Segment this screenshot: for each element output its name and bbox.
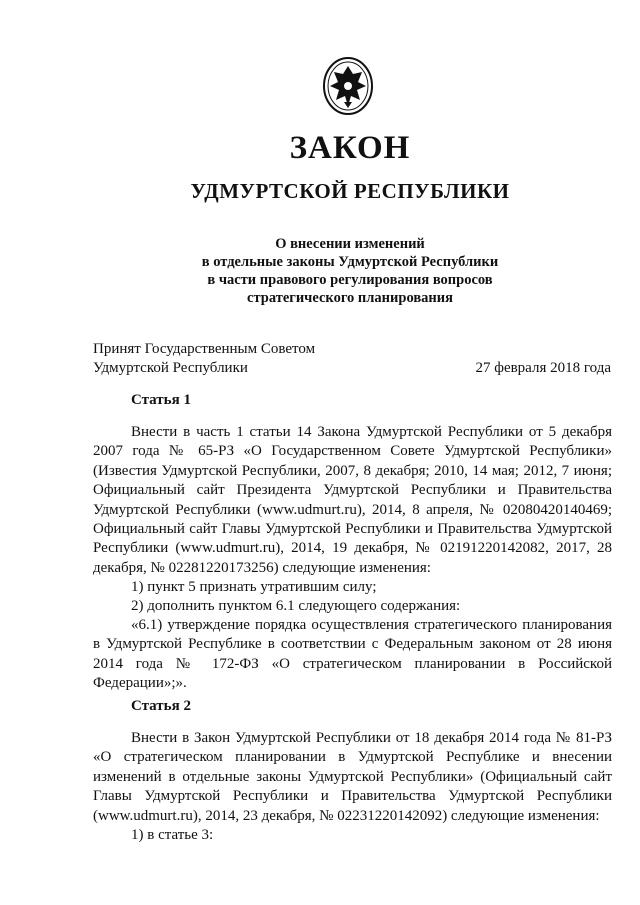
article-2-intro — [93, 729, 612, 826]
article-1-intro — [93, 423, 612, 578]
article-1-item-1: 1) пункт 5 признать утратившим силу; — [131, 579, 377, 595]
article-1-intro-text: Внести в часть 1 статьи 14 Закона Удмуртской Республики от 5 декабря 2007 года № 65-РЗ «О Государственном Совете Удмуртской Республики» (Известия Удмуртской Республики, 2007, 8 декабря; 2010, 14 мая; 2012, 7 июня; Официальный сайт Президента Удмуртской Республики и Правительства Удмуртской Республики (www.udmurt.ru), 2014, 8 апреля, № 02080420140469; Официальный сайт Главы Удмуртской Республики и Правительства Удмуртской Республики (www.udmurt.ru), 2014, 19 декабря, № 02191220142082, 2017, 28 декабря, № 02281220173256) следующие изменения: — [93, 424, 612, 576]
republic-name: УДМУРТСКОЙ РЕСПУБЛИКИ — [190, 179, 510, 203]
article-1-item-3 — [93, 616, 612, 694]
coat-of-arms-icon — [322, 56, 374, 116]
subject-line: в части правового регулирования вопросов — [207, 272, 493, 288]
law-title: ЗАКОН — [289, 130, 411, 166]
adoption-line: Принят Государственным Советом — [93, 341, 316, 357]
subject-line: в отдельные законы Удмуртской Республики — [201, 254, 499, 270]
article-1-item-3-text: «6.1) утверждение порядка осуществления стратегического планирования в Удмуртской Республике в соответствии с Федеральным законом от 28 июня 2014 года № 172-ФЗ «О стратегическом планировании в Российской Федерации»;». — [93, 617, 612, 692]
article-1-heading: Статья 1 — [131, 392, 191, 408]
adoption-date: 27 февраля 2018 года — [475, 360, 611, 376]
adoption-line: Удмуртской Республики — [93, 360, 248, 376]
article-2-heading: Статья 2 — [131, 698, 191, 714]
adoption-statement — [93, 340, 315, 378]
article-2-item-1: 1) в статье 3: — [131, 827, 214, 843]
subject-line: О внесении изменений — [275, 236, 425, 252]
article-2-intro-text: Внести в Закон Удмуртской Республики от 18 декабря 2014 года № 81-РЗ «О стратегическом планировании в Удмуртской Республике и внесении изменений в отдельные законы Удмуртской Республики» (Официальный сайт Главы Удмуртской Республики и Правительства Удмуртской Республики (www.udmurt.ru), 2014, 23 декабря, № 02231220142092) следующие изменения: — [93, 730, 612, 824]
article-1-item-2: 2) дополнить пунктом 6.1 следующего содержания: — [131, 598, 461, 614]
law-subject — [0, 235, 640, 307]
subject-line: стратегического планирования — [247, 290, 453, 306]
